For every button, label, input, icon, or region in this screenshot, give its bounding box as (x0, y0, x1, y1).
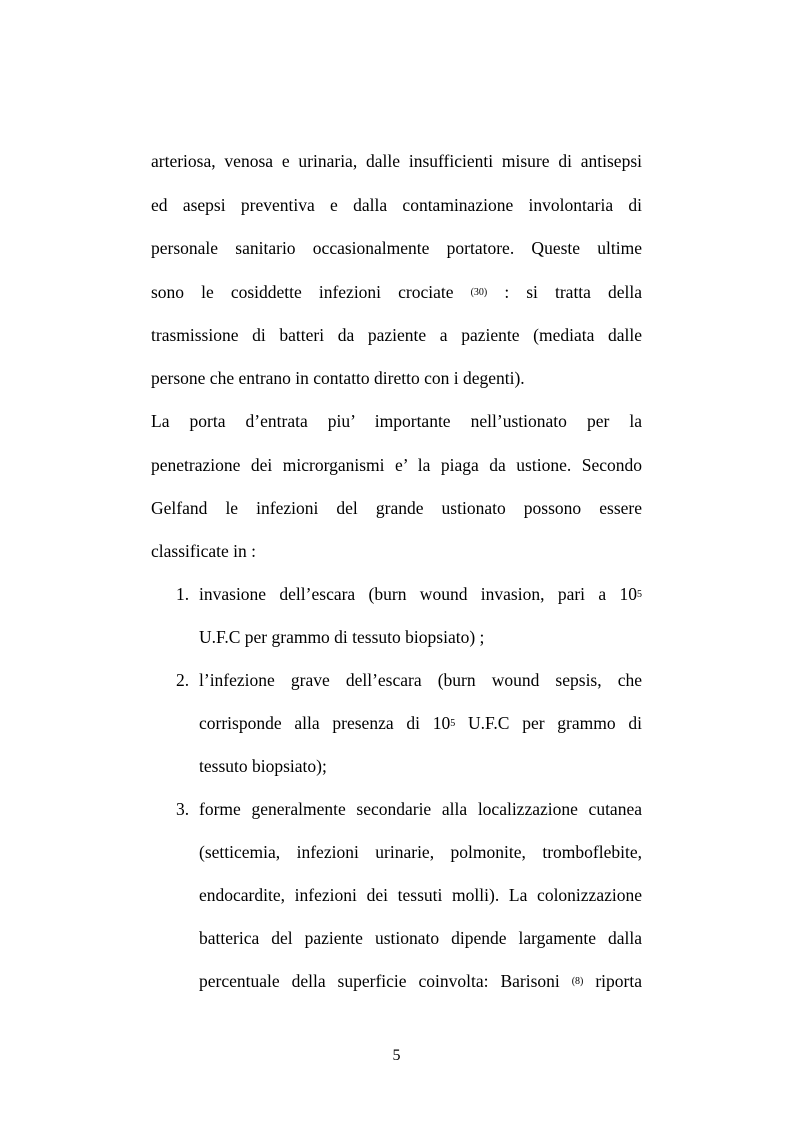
text-line: Gelfand le infezioni del grande ustionato possono essere (151, 498, 642, 518)
text-line (151, 281, 642, 303)
text-line: (setticemia, infezioni urinarie, polmonite, tromboflebite, (199, 842, 642, 862)
text-line: tessuto biopsiato); (199, 756, 327, 776)
text-line: trasmissione di batteri da paziente a paziente (mediata dalle (151, 325, 642, 345)
citation-ref: (30) (470, 287, 488, 298)
text-line (199, 712, 642, 734)
text-line: La porta d’entrata piu’ importante nell’ustionato per la (151, 411, 642, 431)
text-line: l’infezione grave dell’escara (burn wound sepsis, che (199, 670, 642, 690)
text-line: ed asepsi preventiva e dalla contaminazione involontaria di (151, 195, 642, 215)
text-line: penetrazione dei microrganismi e’ la piaga da ustione. Secondo (151, 455, 642, 475)
text-span: U.F.C per grammo di (468, 713, 642, 733)
text-line: arteriosa, venosa e urinaria, dalle insufficienti misure di antisepsi (151, 151, 642, 171)
text-line: classificate in : (151, 541, 256, 561)
text-line: forme generalmente secondarie alla localizzazione cutanea (199, 799, 642, 819)
exponent: 5 (450, 718, 456, 729)
text-line (199, 583, 642, 605)
list-number: 2. (176, 670, 190, 690)
text-line (199, 970, 642, 992)
text-line: personale sanitario occasionalmente portatore. Queste ultime (151, 238, 642, 258)
text-line: batterica del paziente ustionato dipende largamente dalla (199, 928, 642, 948)
text-span: sono le cosiddette infezioni crociate (151, 282, 454, 302)
text-span: percentuale della superficie coinvolta: Barisoni (199, 971, 560, 991)
text-line: U.F.C per grammo di tessuto biopsiato) ; (199, 627, 485, 647)
text-line: persone che entrano in contatto diretto con i degenti). (151, 368, 525, 388)
page-number: 5 (392, 1047, 401, 1064)
list-number: 1. (176, 584, 190, 604)
exponent: 5 (637, 589, 642, 600)
text-span: corrisponde alla presenza di 10 (199, 713, 451, 733)
text-span: riporta (595, 971, 643, 991)
text-span: invasione dell’escara (burn wound invasion, pari a 10 (199, 584, 637, 604)
list-number: 3. (176, 799, 190, 819)
text-line: endocardite, infezioni dei tessuti molli). La colonizzazione (199, 885, 642, 905)
citation-ref: (8) (571, 976, 584, 987)
text-span: : si tratta della (504, 282, 643, 302)
